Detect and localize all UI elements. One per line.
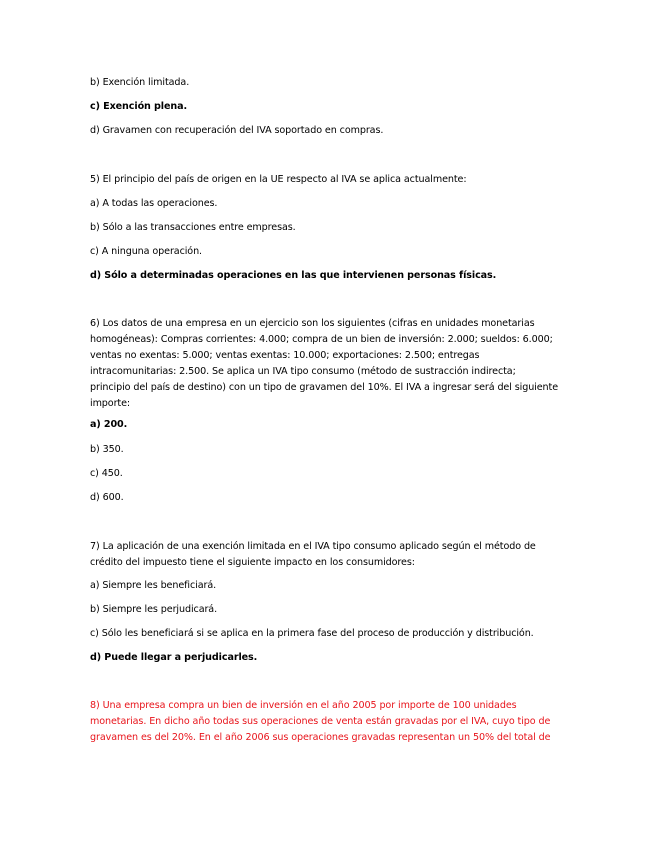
q7-option-c: c) Sólo les beneficiará si se aplica en la primera fase del proceso de producción y distribución. [90, 628, 534, 639]
q6-option-a-correct: a) 200. [90, 419, 128, 430]
q5-option-d-correct: d) Sólo a determinadas operaciones en las que intervienen personas físicas. [90, 270, 497, 281]
q5-question: 5) El principio del país de origen en la UE respecto al IVA se aplica actualmente: [90, 174, 467, 185]
q6-question-line: principio del país de destino) con un tipo de gravamen del 10%. El IVA a ingresar será del siguiente [90, 382, 558, 393]
q7-option-b: b) Siempre les perjudicará. [90, 604, 218, 615]
q6-question-line: importe: [90, 398, 131, 409]
q8-question-line: monetarias. En dicho año todas sus operaciones de venta están gravadas por el IVA, cuyo tipo de [90, 716, 551, 727]
q7-option-d-correct: d) Puede llegar a perjudicarles. [90, 652, 258, 663]
q8-question-line: 8) Una empresa compra un bien de inversión en el año 2005 por importe de 100 unidades [90, 700, 517, 711]
q8-question-line: gravamen es del 20%. En el año 2006 sus operaciones gravadas representan un 50% del total de [90, 732, 551, 743]
q6-question-line: homogéneas): Compras corrientes: 4.000; compra de un bien de inversión: 2.000; sueldos: 6.000; [90, 334, 553, 345]
q6-option-b: b) 350. [90, 444, 124, 455]
q5-option-a: a) A todas las operaciones. [90, 198, 218, 209]
q6-question-line: intracomunitarias: 2.500. Se aplica un IVA tipo consumo (método de sustracción indirecta; [90, 366, 516, 377]
q4-option-d: d) Gravamen con recuperación del IVA soportado en compras. [90, 125, 384, 136]
q7-option-a: a) Siempre les beneficiará. [90, 580, 217, 591]
q5-option-c: c) A ninguna operación. [90, 246, 203, 257]
q5-option-b: b) Sólo a las transacciones entre empresas. [90, 222, 296, 233]
q4-option-c-correct: c) Exención plena. [90, 101, 188, 112]
q6-option-c: c) 450. [90, 468, 123, 479]
q7-question-line: 7) La aplicación de una exención limitada en el IVA tipo consumo aplicado según el método de [90, 541, 536, 552]
q4-option-b: b) Exención limitada. [90, 77, 190, 88]
q6-option-d: d) 600. [90, 492, 124, 503]
q6-question-line: 6) Los datos de una empresa en un ejercicio son los siguientes (cifras en unidades monetarias [90, 318, 535, 329]
q6-question-line: ventas no exentas: 5.000; ventas exentas: 10.000; exportaciones: 2.500; entregas [90, 350, 480, 361]
q7-question-line: crédito del impuesto tiene el siguiente impacto en los consumidores: [90, 557, 415, 568]
